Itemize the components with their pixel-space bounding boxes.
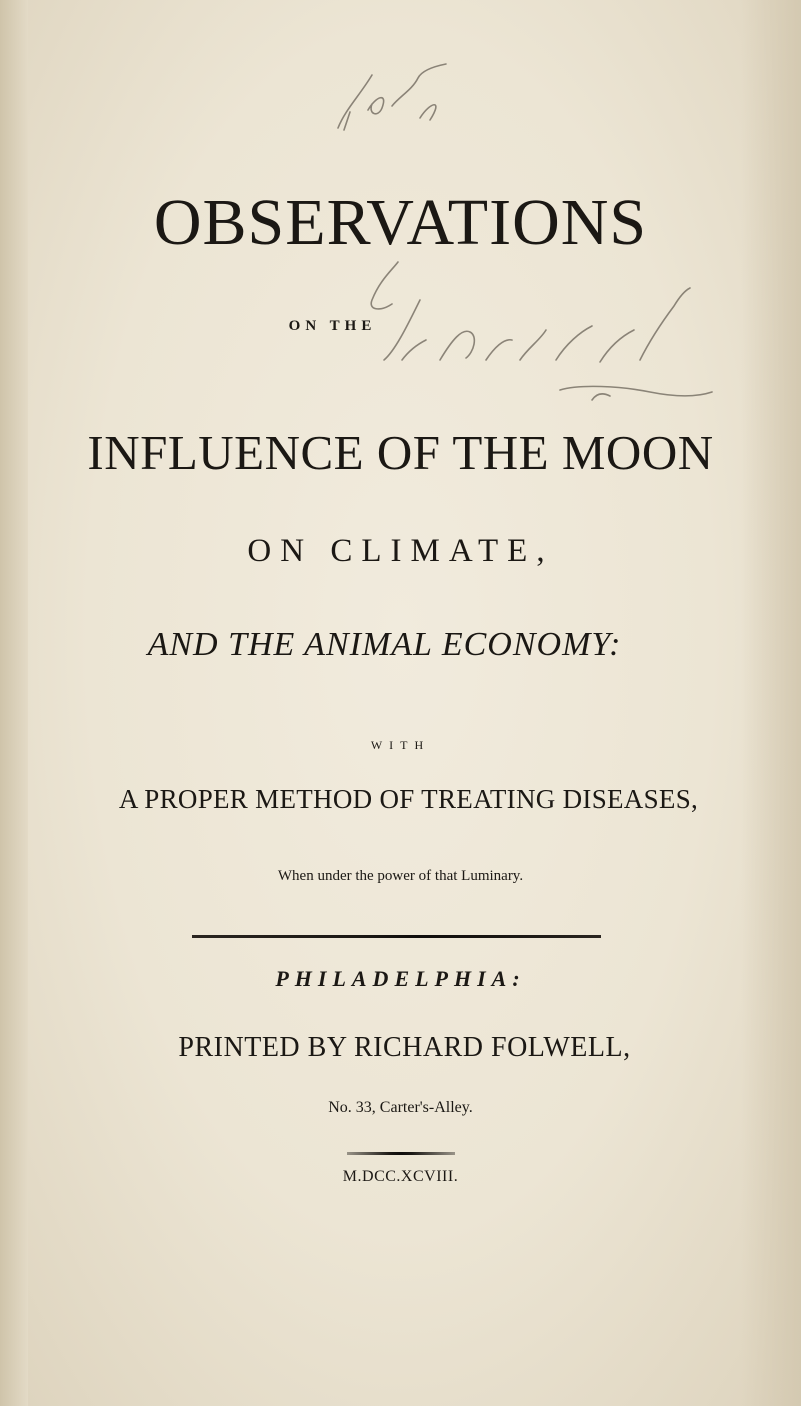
imprint-year: M.DCC.XCVIII.: [342, 1168, 459, 1185]
subject-line: INFLUENCE OF THE MOON: [87, 425, 714, 480]
climate-line: ON CLIMATE,: [247, 533, 554, 569]
luminary-line: When under the power of that Luminary.: [277, 868, 524, 884]
method-line: A PROPER METHOD OF TREATING DISEASES,: [118, 784, 699, 814]
short-divider-rule: [347, 1152, 455, 1155]
on-the-line: ON THE: [288, 318, 377, 334]
imprint-printer: PRINTED BY RICHARD FOLWELL,: [178, 1032, 631, 1063]
imprint-address: No. 33, Carter's-Alley.: [328, 1099, 473, 1116]
divider-rule: [192, 935, 601, 938]
book-title: OBSERVATIONS: [153, 186, 648, 259]
animal-economy-line: AND THE ANIMAL ECONOMY:: [147, 626, 622, 663]
imprint-place: PHILADELPHIA:: [275, 966, 526, 991]
with-line: WITH: [370, 738, 431, 752]
